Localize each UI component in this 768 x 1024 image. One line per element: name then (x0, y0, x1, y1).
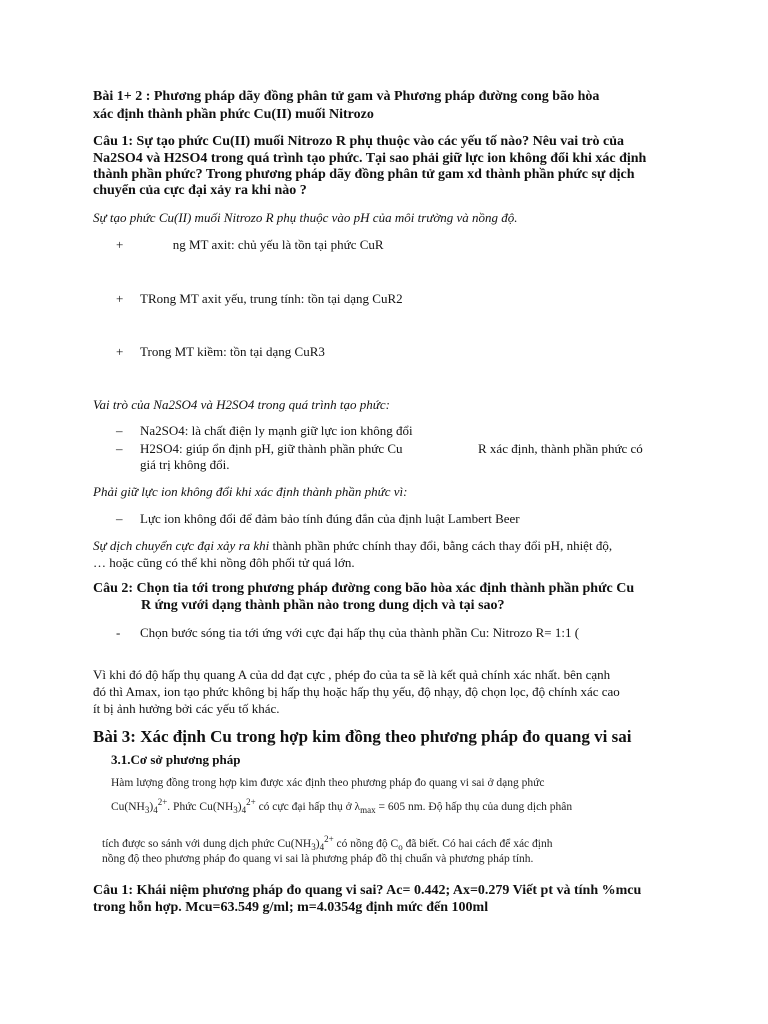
question-3-line-2: trong hỗn hợp. Mcu=63.549 g/ml; m=4.0354g định mức đến 100ml (93, 900, 489, 915)
bai3-p2-line-2: nồng độ theo phương pháp đo quang vi sai là phương pháp đồ thị chuẩn và phương pháp tính. (102, 853, 534, 865)
formula-sub: 3 (233, 805, 238, 816)
ionic-item-text: Lực ion không đổi để đảm bảo tính đúng đắn của định luật Lambert Beer (140, 511, 520, 526)
q2-para-line-2: đó thì Amax, ion tạo phức không bị hấp thụ hoặc hấp thụ yếu, độ nhạy, độ chọn lọc, độ chính xác cao (93, 684, 620, 699)
bai3-p1-line-1: Hàm lượng đồng trong hợp kim được xác định theo phương pháp đo quang vi sai ở dạng phức (111, 777, 545, 789)
formula-sub: o (398, 842, 403, 853)
formula-part: ) (149, 800, 154, 813)
bullet-marker: + (116, 344, 124, 359)
question-1-line-3: thành phần phức? Trong phương pháp dãy đồng phân tử gam xd thành phần phức sự dịch (93, 167, 635, 182)
role-item-1 (116, 423, 413, 439)
q2-item-text: Chọn bước sóng tia tới ứng với cực đại hấp thụ của thành phần Cu: Nitrozo R= 1:1 ( (140, 625, 580, 640)
ph-item-2 (116, 291, 403, 307)
role-item-2 (116, 441, 403, 457)
role-item-text: H2SO4: giúp ổn định pH, giữ thành phần phức Cu (140, 441, 403, 456)
shift-italic: Sự dịch chuyển cực đại xảy ra khi (93, 538, 270, 553)
formula-sub: 4 (241, 805, 247, 816)
formula-sub: 3 (311, 842, 316, 853)
q2-para-line-3: ít bị ảnh hưởng bởi các yếu tố khác. (93, 701, 280, 716)
title-line-1: Bài 1+ 2 : Phương pháp dãy đồng phân tử gam và Phương pháp đường cong bão hòa (93, 89, 600, 104)
question-2-line-2: R ứng vưới dạng thành phần nào trong dung dịch và tại sao? (141, 598, 505, 613)
ph-item-text: Trong MT kiềm: tồn tại dạng CuR3 (140, 344, 325, 359)
shift-rest: thành phần phức chính thay đổi, bằng cách thay đổi pH, nhiệt độ, (269, 538, 613, 553)
question-3-line-1: Câu 1: Khái niệm phương pháp đo quang vi sai? Ac= 0.442; Ax=0.279 Viết pt và tính %mcu (93, 883, 642, 898)
question-1-line-4: chuyển của cực đại xảy ra khi nào ? (93, 183, 307, 198)
bullet-marker: – (116, 441, 123, 456)
question-1-line-2: Na2SO4 và H2SO4 trong quá trình tạo phức. Tại sao phải giữ lực ion không đổi khi xác định (93, 151, 647, 166)
bullet-marker: + (116, 237, 124, 252)
question-1-line-1: Câu 1: Sự tạo phức Cu(II) muối Nitrozo R phụ thuộc vào các yếu tố nào? Nêu vai trò của (93, 134, 625, 149)
formula-part: ) (315, 837, 320, 850)
ionic-item (116, 511, 520, 527)
formula-sup: 2+ (246, 797, 256, 807)
formula-part: Cu(NH (111, 800, 145, 813)
formula-part: = 605 nm. Độ hấp thụ của dung dịch phân (375, 800, 573, 813)
bai3-subheading: 3.1.Cơ sở phương pháp (111, 752, 241, 767)
formula-sup: 2+ (157, 797, 168, 807)
formula-sub: 3 (144, 805, 150, 816)
formula-sub: 4 (319, 842, 325, 853)
formula-sub: 4 (153, 805, 158, 816)
formula-part: ) (237, 800, 242, 813)
formula-sub: max (360, 805, 376, 816)
bullet-marker: - (116, 625, 121, 640)
bai3-p2-line-1 (102, 834, 552, 852)
ph-item-text: ng MT axit: chủ yếu là tồn tại phức CuR (150, 237, 384, 252)
answer-intro: Sự tạo phức Cu(II) muối Nitrozo R phụ thuộc vào pH của môi trường và nồng độ. (93, 210, 518, 225)
title-line-2: xác định thành phần phức Cu(II) muối Nitrozo (93, 107, 374, 122)
shift-line-1 (93, 538, 612, 554)
question-2-line-1: Câu 2: Chọn tia tới trong phương pháp đường cong bão hòa xác định thành phần phức Cu (93, 581, 635, 596)
bullet-marker: – (116, 511, 123, 526)
formula-part: có nồng độ C (333, 837, 399, 850)
bai3-heading: Bài 3: Xác định Cu trong hợp kim đồng theo phương pháp đo quang vi sai (93, 727, 632, 746)
formula-sup: 2+ (324, 834, 334, 844)
role-heading: Vai trò của Na2SO4 và H2SO4 trong quá trình tạo phức: (93, 397, 390, 412)
ph-item-3 (116, 344, 325, 360)
bullet-marker: + (116, 291, 124, 306)
role-item-text: Na2SO4: là chất điện ly mạnh giữ lực ion không đổi (140, 423, 413, 438)
bai3-p1-line-2 (111, 797, 572, 815)
bullet-marker: – (116, 423, 123, 438)
ph-item-text: TRong MT axit yếu, trung tính: tồn tại dạng CuR2 (140, 291, 403, 306)
formula-part: tích được so sánh với dung dịch phức Cu(NH (102, 837, 312, 850)
formula-part: đã biết. Có hai cách để xác định (402, 837, 553, 850)
q2-item (116, 625, 579, 641)
formula-part: có cực đại hấp thụ ở λ (255, 800, 361, 813)
formula-part: . Phức Cu(NH (167, 800, 234, 813)
q2-para-line-1: Vì khi đó độ hấp thụ quang A của dd đạt cực , phép đo của ta sẽ là kết quả chính xác nhất. bên cạnh (93, 667, 611, 682)
ph-item-1 (116, 237, 384, 253)
shift-line-2: … hoặc cũng có thể khi nồng đôh phối tử quá lớn. (93, 555, 355, 570)
role-item-2-right: R xác định, thành phần phức có (478, 441, 643, 456)
ionic-heading: Phải giữ lực ion không đổi khi xác định thành phần phức vì: (93, 484, 408, 499)
role-item-2-cont: giá trị không đổi. (140, 457, 230, 472)
